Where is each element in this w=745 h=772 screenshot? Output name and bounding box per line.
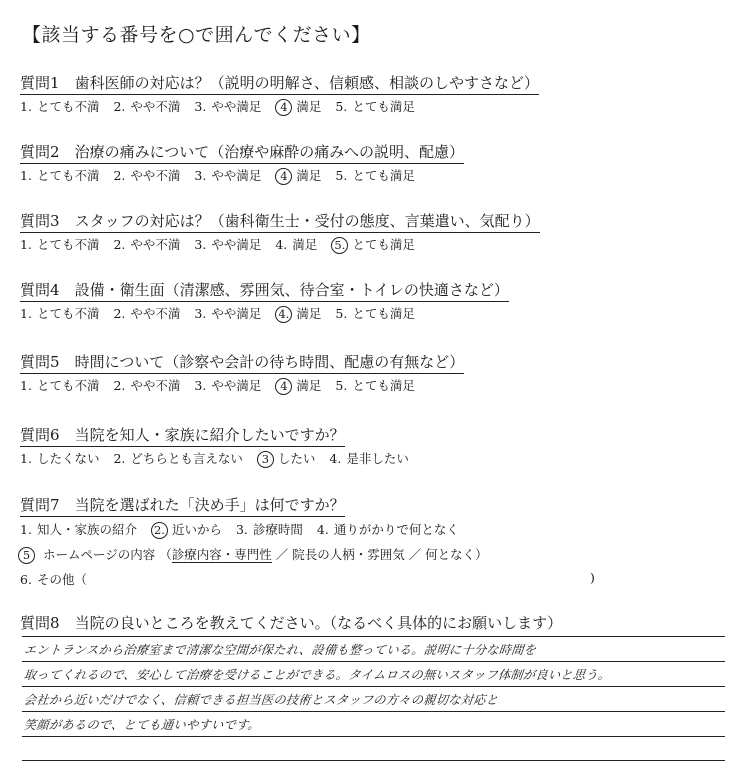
selected-circle: 4. <box>275 306 292 323</box>
selected-circle: 5. <box>331 237 348 254</box>
option-label: どちらとも言えない <box>130 451 243 466</box>
question-text: 当院を選ばれた「決め手」は何ですか？ <box>74 496 345 514</box>
option-label: その他（ <box>36 572 87 587</box>
option-number: 2. <box>113 378 126 393</box>
answer-option[interactable] <box>194 376 261 394</box>
answer-option[interactable] <box>335 304 414 322</box>
answer-option[interactable] <box>113 166 180 184</box>
answer-option[interactable] <box>275 97 321 116</box>
option-label: とても満足 <box>352 99 415 114</box>
q7-options-row3 <box>20 570 87 588</box>
option-label: とても満足 <box>352 378 415 393</box>
answer-options-6 <box>20 449 423 468</box>
option-label: とても満足 <box>352 168 415 183</box>
selected-circle: 4 <box>275 168 292 185</box>
answer-option[interactable] <box>194 304 261 322</box>
option-number: 1. <box>20 306 32 321</box>
option-label: やや満足 <box>211 237 262 252</box>
option-label: とても不満 <box>36 306 100 321</box>
answer-option[interactable] <box>275 304 321 323</box>
option-number: 1. <box>20 99 32 114</box>
answer-options-4 <box>20 304 429 323</box>
option-label: 満足 <box>296 378 322 393</box>
option-number: 5. <box>335 378 348 393</box>
answer-option[interactable] <box>20 235 99 253</box>
answer-option[interactable] <box>113 304 180 322</box>
answer-option[interactable] <box>194 235 261 253</box>
option-number: 4. <box>275 237 288 252</box>
answer-options-1 <box>20 97 429 116</box>
selected-circle: 4 <box>275 99 292 116</box>
answer-options-2 <box>20 166 429 185</box>
question-text: 設備・衛生面（清潔感、雰囲気、待合室・トイレの快適さなど） <box>74 281 509 299</box>
question-label: 質問1 <box>20 74 60 92</box>
option-number: 1. <box>20 522 32 537</box>
answer-option[interactable] <box>257 449 316 468</box>
selected-circle[interactable]: 5 <box>18 547 35 564</box>
answer-option[interactable] <box>275 235 317 253</box>
option-label: とても不満 <box>36 378 100 393</box>
option-label: 満足 <box>296 306 322 321</box>
question-8 <box>20 612 562 633</box>
option-label: 通りがかりで何となく <box>333 522 459 537</box>
question-text: スタッフの対応は？（歯科衛生士・受付の態度、言葉遣い、気配り） <box>74 212 540 230</box>
option-label: とても満足 <box>352 237 415 252</box>
question-label: 質問5 <box>20 353 60 371</box>
question-3 <box>20 210 540 233</box>
paren-close: ) <box>590 570 595 585</box>
answer-option[interactable] <box>20 166 99 184</box>
answer-option[interactable] <box>317 520 459 538</box>
option-number: 1. <box>20 237 32 252</box>
option-label: ホームページの内容 <box>42 547 156 562</box>
option-number: 3. <box>194 168 207 183</box>
handwritten-line-1: エントランスから治療室まで清潔な空間が保たれ、設備も整っている。説明に十分な時間を <box>23 643 538 657</box>
option-label: やや満足 <box>211 168 262 183</box>
answer-option[interactable] <box>20 304 99 322</box>
option-number: 4. <box>316 522 329 537</box>
answer-option[interactable] <box>113 235 180 253</box>
answer-options-5 <box>20 376 429 395</box>
option-number: 2. <box>113 99 126 114</box>
option-number: 2. <box>113 306 126 321</box>
option-number: 6. <box>20 572 32 587</box>
option-number: 3. <box>194 237 207 252</box>
question-text: 歯科医師の対応は？（説明の明解さ、信頼感、相談のしやすさなど） <box>74 74 539 92</box>
option-label: やや不満 <box>130 378 181 393</box>
option-number: 5. <box>335 168 348 183</box>
handwritten-line-4: 笑顔があるので、とても通いやすいです。 <box>23 718 261 732</box>
q7-options-row2 <box>18 545 488 564</box>
option-number: 5. <box>335 99 348 114</box>
question-label: 質問7 <box>20 496 60 514</box>
question-label: 質問4 <box>20 281 60 299</box>
option-label: やや不満 <box>130 168 181 183</box>
option-label: とても不満 <box>36 99 100 114</box>
answer-option[interactable] <box>329 449 408 467</box>
selected-circle: 3 <box>257 451 274 468</box>
option-label: やや不満 <box>130 99 181 114</box>
ruled-line <box>22 636 725 637</box>
answer-option[interactable] <box>275 376 321 395</box>
option-label: 知人・家族の紹介 <box>36 522 137 537</box>
option-number: 3. <box>194 306 207 321</box>
answer-option[interactable] <box>331 235 415 254</box>
question-label: 質問8 <box>20 614 60 632</box>
option-number: 2. <box>113 237 126 252</box>
question-1 <box>20 72 539 95</box>
ruled-line <box>22 686 725 687</box>
option-number: 1. <box>20 378 32 393</box>
answer-option[interactable] <box>335 166 414 184</box>
answer-option[interactable] <box>20 97 99 115</box>
question-text: 治療の痛みについて（治療や麻酔の痛みへの説明、配慮） <box>74 143 464 161</box>
option-number: 2. <box>113 451 126 466</box>
option-label: 満足 <box>292 237 318 252</box>
selected-circle: 4 <box>275 378 292 395</box>
answer-option[interactable] <box>194 166 261 184</box>
option-number: 1. <box>20 168 32 183</box>
ruled-line <box>22 711 725 712</box>
selected-circle: 2. <box>151 522 168 539</box>
answer-option[interactable] <box>113 97 180 115</box>
question-4 <box>20 279 509 302</box>
answer-option[interactable] <box>20 520 137 538</box>
option-label: とても満足 <box>352 306 415 321</box>
option-label: 近いから <box>171 522 222 537</box>
question-label: 質問3 <box>20 212 60 230</box>
ruled-line <box>22 736 725 737</box>
answer-option[interactable] <box>335 97 414 115</box>
question-5 <box>20 351 464 374</box>
paren-open: （ <box>159 547 172 562</box>
question-text: 当院の良いところを教えてください。（なるべく具体的にお願いします） <box>74 614 563 632</box>
option-label: やや不満 <box>130 306 181 321</box>
answer-option[interactable] <box>151 520 222 539</box>
answer-option[interactable] <box>113 449 242 467</box>
answer-option[interactable] <box>20 449 99 467</box>
handwritten-line-2: 取ってくれるので、安心して治療を受けることができる。タイムロスの無いスタッフ体制が良いと思う。 <box>23 668 612 682</box>
option-label: したくない <box>36 451 100 466</box>
question-label: 質問2 <box>20 143 60 161</box>
option-label: やや不満 <box>130 237 181 252</box>
option-number: 1. <box>20 451 32 466</box>
page-title: 【該当する番号を○で囲んでください】 <box>22 24 371 46</box>
question-6 <box>20 424 345 447</box>
option-label: したい <box>277 451 316 466</box>
sub-option-rest: ／ 院長の人柄・雰囲気 ／ 何となく） <box>275 547 488 562</box>
answer-option[interactable] <box>236 520 303 538</box>
option-number: 4. <box>329 451 342 466</box>
ruled-line <box>22 661 725 662</box>
answer-option[interactable] <box>20 376 99 394</box>
question-text: 時間について（診察や会計の待ち時間、配慮の有無など） <box>74 353 465 371</box>
option-number: 3. <box>235 522 248 537</box>
sub-option-selected[interactable]: 診療内容・専門性 <box>171 547 272 562</box>
option-number: 3. <box>194 99 207 114</box>
handwritten-line-3: 会社から近いだけでなく、信頼できる担当医の技術とスタッフの方々の親切な対応と <box>23 693 499 707</box>
answer-option[interactable] <box>113 376 180 394</box>
option-label: 診療時間 <box>252 522 303 537</box>
answer-options-3 <box>20 235 429 254</box>
answer-option[interactable] <box>335 376 414 394</box>
option-label: 是非したい <box>346 451 409 466</box>
question-7 <box>20 494 345 517</box>
ruled-line <box>22 760 725 761</box>
option-label: とても不満 <box>36 168 100 183</box>
option-label: 満足 <box>296 168 322 183</box>
question-label: 質問6 <box>20 426 60 444</box>
option-number: 5. <box>335 306 348 321</box>
option-label: やや満足 <box>211 378 262 393</box>
option-label: やや満足 <box>211 306 262 321</box>
question-2 <box>20 141 464 164</box>
option-number: 2. <box>113 168 126 183</box>
q7-options-row1 <box>20 520 473 539</box>
question-text: 当院を知人・家族に紹介したいですか？ <box>74 426 345 444</box>
option-number: 3. <box>194 378 207 393</box>
answer-option[interactable] <box>194 97 261 115</box>
option-label: 満足 <box>296 99 322 114</box>
option-label: やや満足 <box>211 99 262 114</box>
answer-option[interactable] <box>275 166 321 185</box>
option-label: とても不満 <box>36 237 100 252</box>
